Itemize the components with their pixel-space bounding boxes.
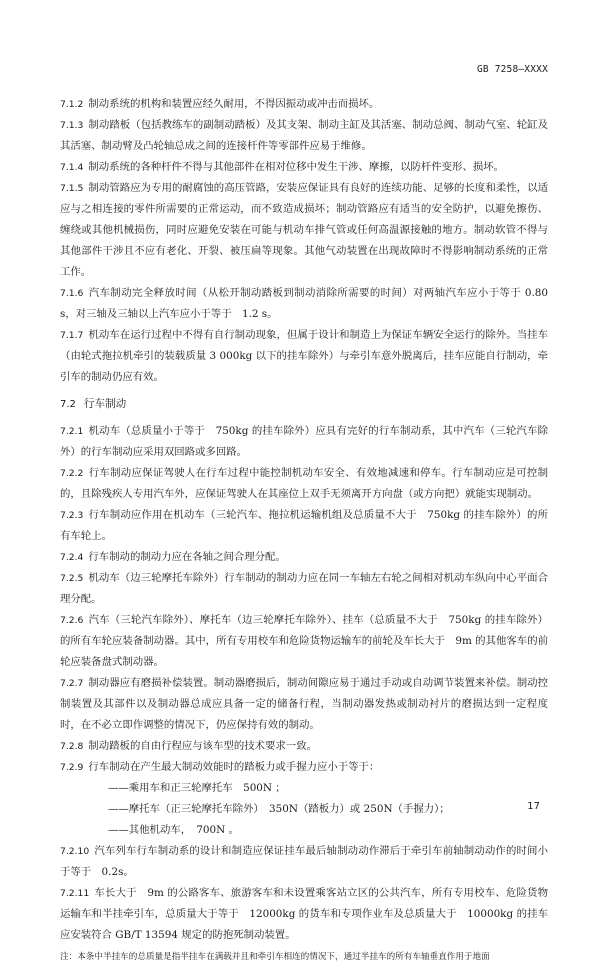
- clauses-7-2: [60, 421, 548, 778]
- clause-text: 机动车（边三轮摩托车除外）行车制动的制动力应在同一车轴左右轮之间相对机动车纵向中心平面合理分配。: [60, 572, 548, 605]
- clause-paragraph: [60, 115, 548, 157]
- clause-text: 行车制动应保证驾驶人在行车过程中能控制机动车安全、有效地减速和停车。行车制动应是可控制的，且除残疾人专用汽车外，应保证驾驶人在其座位上双手无须离开方向盘（或方向把）就能实现制动。: [60, 467, 548, 500]
- clause-number: 7.1.6: [60, 288, 84, 299]
- clause-text: 机动车（总质量小于等于 750kg 的挂车除外）应具有完好的行车制动系，其中汽车（三轮汽车除外）的行车制动应采用双回路或多回路。: [60, 425, 548, 458]
- clause-paragraph: [60, 178, 548, 283]
- clause-number: 7.2.7: [60, 678, 84, 689]
- clause-paragraph: [60, 505, 548, 547]
- clause-text: 行车制动的制动力应在各轴之间合理分配。: [88, 551, 286, 563]
- clause-number: 7.2.2: [60, 468, 84, 479]
- document-body: [60, 94, 548, 966]
- clause-text: 汽车制动完全释放时间（从松开制动踏板到制动消除所需要的时间）对两轴汽车应小于等于 0.80 s，对三轴及三轴以上汽车应小于等于 1.2 s。: [60, 287, 548, 320]
- clauses-7-2-cont: [60, 841, 548, 946]
- clause-text: 汽车列车行车制动系的设计和制造应保证挂车最后轴制动动作滞后于牵引车前轴制动动作的时间小于等于 0.2s。: [60, 845, 548, 878]
- clause-number: 7.1.2: [60, 99, 84, 110]
- clause-paragraph: [60, 94, 548, 115]
- note-label: 注：: [60, 952, 78, 962]
- clause-text: 制动踏板（包括教练车的副制动踏板）及其支架、制动主缸及其活塞、制动总阀、制动气室、轮缸及其活塞、制动臂及凸轮轴总成之间的连接杆件等零部件应易于维修。: [60, 119, 548, 152]
- page-number: 17: [527, 801, 540, 812]
- clause-paragraph: [60, 673, 548, 736]
- clause-number: 7.1.3: [60, 120, 84, 131]
- clause-text: 车长大于 9m 的公路客车、旅游客车和未设置乘客站立区的公共汽车，所有专用校车、危险货物运输车和半挂牵引车，总质量大于等于 12000kg 的货车和专项作业车及总质量大于 10000kg 的挂车应安装符合 GB/T 13594 规定的防抱死制动装置。: [60, 887, 548, 941]
- clause-paragraph: [60, 157, 548, 178]
- list-item: ——其他机动车， 700N 。: [108, 824, 239, 836]
- clause-paragraph: [60, 283, 548, 325]
- clause-number: 7.1.4: [60, 162, 84, 173]
- clause-number: 7.2.4: [60, 552, 84, 563]
- clause-text: 制动器应有磨损补偿装置。制动器磨损后，制动间隙应易于通过手动或自动调节装置来补偿。制动控制装置及其部件以及制动器总成应具备一定的储备行程，当制动器发热或制动衬片的磨损达到一定程度时，在不必立即作调整的情况下，仍应保持有效的制动。: [60, 677, 548, 731]
- clause-number: 7.2.1: [60, 426, 84, 437]
- clause-number: 7.1.5: [60, 183, 84, 194]
- clause-paragraph: [60, 463, 548, 505]
- clause-text: 制动管路应为专用的耐腐蚀的高压管路，安装应保证具有良好的连续功能、足够的长度和柔性，以适应与之相连接的零件所需要的正常运动，而不致造成损坏；制动管路应有适当的安全防护，以避免擦伤、缠绕或其他机械损伤，同时应避免安装在可能与机动车排气管或任何高温源接触的地方。制动软管不得与其他部件干涉且不应有老化、开裂、被压扁等现象。其他气动装置在出现故障时不得影响制动系统的正常工作。: [60, 182, 548, 278]
- clause-text: 机动车在运行过程中不得有自行制动现象，但属于设计和制造上为保证车辆安全运行的除外。当挂车（由轮式拖拉机牵引的装载质量 3 000kg 以下的挂车除外）与牵引车意外脱离后，挂车应能自行制动，牵引车的制动仍应有效。: [60, 329, 548, 383]
- list-item: ——摩托车（正三轮摩托车除外） 350N（踏板力）或 250N（手握力）；: [108, 803, 450, 815]
- clause-paragraph: [60, 883, 548, 946]
- clause-paragraph: [60, 547, 548, 568]
- clause-number: 7.2.11: [60, 888, 90, 899]
- clause-number: 7.1.7: [60, 330, 84, 341]
- clause-number: 7.2.9: [60, 762, 84, 773]
- clause-text: 行车制动应作用在机动车（三轮汽车、拖拉机运输机组及总质量不大于 750kg 的挂车除外）的所有车轮上。: [60, 509, 548, 542]
- clause-number: 7.2.6: [60, 615, 84, 626]
- list-item: ——乘用车和正三轮摩托车 500N ；: [108, 782, 286, 794]
- note-text: 本条中半挂车的总质量是指半挂车在满载并且和牵引车相连的情况下，通过半挂车的所有车轴垂直作用于地面: [77, 952, 490, 962]
- clause-text: 汽车（三轮汽车除外）、摩托车（边三轮摩托车除外）、挂车（总质量不大于 750kg 的挂车除外）的所有车轮应装备制动器。其中，所有专用校车和危险货物运输车的前轮及车长大于 9m 的其他客车的前轮应装备盘式制动器。: [60, 614, 548, 668]
- clause-paragraph: [60, 568, 548, 610]
- clause-paragraph: [60, 421, 548, 463]
- clause-text: 制动踏板的自由行程应与该车型的技术要求一致。: [88, 740, 317, 752]
- clause-text: 制动系统的机构和装置应经久耐用，不得因振动或冲击而损坏。: [88, 98, 380, 110]
- clause-text: 制动系统的各种杆件不得与其他部件在相对位移中发生干涉、摩擦，以防杆件变形、损坏。: [88, 161, 505, 173]
- clause-paragraph: [60, 757, 548, 778]
- clause-number: 7.2.3: [60, 510, 84, 521]
- footnote: [60, 948, 548, 966]
- clause-paragraph: [60, 325, 548, 388]
- clauses-7-1: [60, 94, 548, 388]
- clause-number: 7.2.10: [60, 846, 90, 857]
- force-limit-list: [60, 778, 548, 841]
- section-heading: [60, 394, 548, 415]
- clause-text: 行车制动在产生最大制动效能时的踏板力或手握力应小于等于：: [88, 761, 380, 773]
- clause-paragraph: [60, 841, 548, 883]
- clause-number: 7.2.5: [60, 573, 84, 584]
- clause-paragraph: [60, 610, 548, 673]
- section-title: 行车制动: [83, 398, 127, 410]
- clause-number: 7.2.8: [60, 741, 84, 752]
- clause-paragraph: [60, 736, 548, 757]
- standard-code-header: GB 7258—XXXX: [476, 64, 548, 75]
- section-number: 7.2: [60, 399, 76, 410]
